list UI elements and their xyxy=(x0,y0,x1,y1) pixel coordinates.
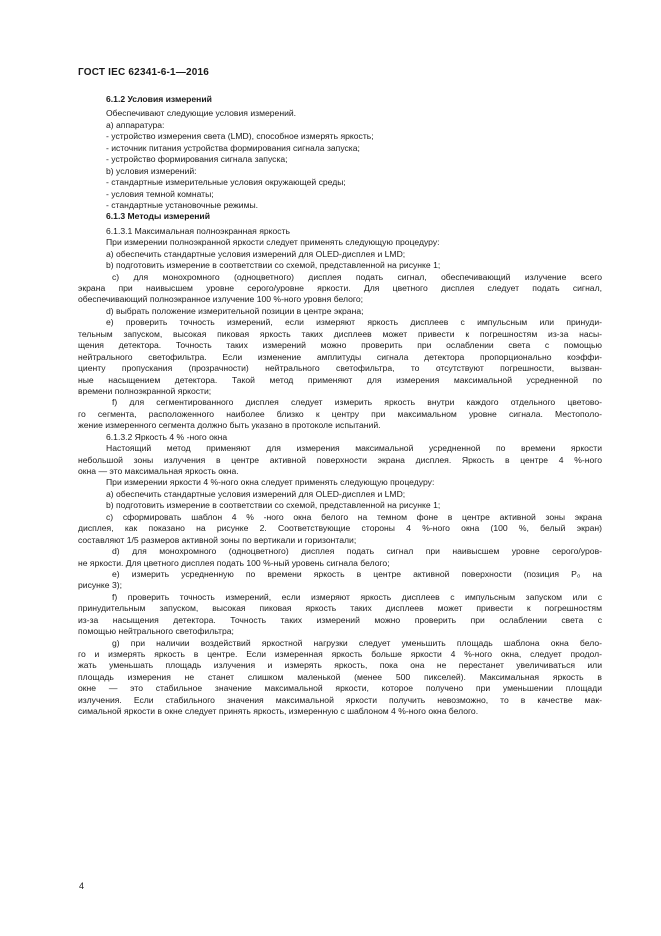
text-line: a) обеспечить стандартные условия измерений для OLED-дисплея и LMD; xyxy=(106,248,406,259)
text-line: го и измерять яркость в центре. Если измеренная яркость больше яркости 4 %-ного окна, следует продол- xyxy=(78,649,602,659)
page-number: 4 xyxy=(79,881,85,891)
text-line: ные насыщением детектора. Такой метод применяют для измерения максимальной усредненной по xyxy=(78,374,602,385)
text-line: d) выбрать положение измерительной позиции в центре экрана; xyxy=(106,305,364,316)
text-line: щения детектора. Точность таких измерений можно проверить при ослаблении света с помощью xyxy=(78,340,602,351)
text-line: рисунке 3); xyxy=(78,580,122,591)
text-line: составляют 1/5 размеров активной зоны по вертикали и горизонтали; xyxy=(78,534,357,545)
text-line: f) проверить точность измерений, если измеряют яркость дисплеев с импульсным запуском или с xyxy=(112,591,602,602)
text-line: - стандартные установочные режимы. xyxy=(106,199,259,210)
text-line: При измерении полноэкранной яркости следует применять следующую процедуру: xyxy=(106,237,440,248)
text-line: тельным запуском, высокая пиковая яркость таких дисплеев может привести к погрешностям из-за насы- xyxy=(78,328,602,339)
text-line: e) измерить усредненную по времени яркость в центре активной поверхности (позиция P₀ на xyxy=(112,568,602,579)
text-line: экрана при наивысшем уровне серого/уровне яркости. Для цветного дисплея следует подать сигнал, xyxy=(78,283,602,293)
text-line: g) при наличии воздействий яркостной нагрузки следует уменьшить площадь шаблона окна бело- xyxy=(112,637,602,648)
text-line: окна — это максимальная яркость окна. xyxy=(78,466,239,476)
text-line: f) для сегментированного дисплея следует измерить яркость внутри каждого отдельного цветово- xyxy=(112,397,602,408)
text-line: принудительным запуском, высокая пиковая яркость таких дисплеев может привести к погрешностям xyxy=(78,603,602,614)
text-line: a) обеспечить стандартные условия измерений для OLED-дисплея и LMD; xyxy=(106,488,406,499)
text-line: b) подготовить измерение в соответствии со схемой, представленной на рисунке 1; xyxy=(106,260,441,271)
text-line: e) проверить точность измерений, если измеряют яркость дисплеев с импульсным или принуди- xyxy=(106,317,602,328)
section-heading: 6.1.3 Методы измерений xyxy=(106,211,211,222)
text-line: из-за насыщения детектора. Точность таких измерений можно проверить при ослаблении света с xyxy=(78,614,602,625)
text-line: - источник питания устройства формирования сигнала запуска; xyxy=(106,142,360,153)
text-line: окне — это стабильное значение максимальной яркости, которое получено при уменьшении площади xyxy=(78,683,602,694)
text-line: b) подготовить измерение в соответствии со схемой, представленной на рисунке 1; xyxy=(106,500,441,511)
text-line: - условия темной комнаты; xyxy=(106,188,214,199)
text-line: дисплея, как показано на рисунке 2. Соответствующие стороны 4 %-ного окна (100 %, белый экран) xyxy=(78,523,602,534)
text-line: При измерении яркости 4 %-ного окна следует применять следующую процедуру: xyxy=(106,477,435,488)
text-line: Настоящий метод применяют для измерения максимальной усредненной по времени яркости xyxy=(106,443,602,454)
text-line: - стандартные измерительные условия окружающей среды; xyxy=(106,177,346,188)
text-line: - устройство формирования сигнала запуска; xyxy=(106,154,288,165)
text-line: c) для монохромного (одноцветного) дисплея подать сигнал, обеспечивающий излучение всего xyxy=(112,271,602,282)
text-line: симальной яркости в окне следует принять яркость, измеренную с шаблоном 4 %-ного окна белого. xyxy=(78,706,479,717)
text-line: обеспечивающий полноэкранное излучение 100 %-ного уровня белого; xyxy=(78,294,364,305)
text-line: жать уменьшать площадь излучения и измерять яркость, пока она не перестанет увеличиваться или xyxy=(78,660,602,671)
text-line: площадь измерения не станет слишком маленькой (менее 500 пикселей). Максимальная яркость в xyxy=(78,671,602,682)
text-line: 6.1.3.1 Максимальная полноэкранная яркость xyxy=(106,225,290,236)
text-line: 6.1.3.2 Яркость 4 % -ного окна xyxy=(106,431,228,442)
section-heading: 6.1.2 Условия измерений xyxy=(106,94,212,104)
text-line: b) условия измерений: xyxy=(106,165,197,176)
standard-header: ГОСТ IEC 62341-6-1—2016 xyxy=(78,67,210,78)
text-line: a) аппаратура: xyxy=(106,119,165,130)
text-line: жение измеренного сегмента должно быть указано в протоколе испытаний. xyxy=(78,420,381,431)
text-line: Обеспечивают следующие условия измерений. xyxy=(106,108,297,119)
document-body xyxy=(78,94,602,718)
text-line: не яркости. Для цветного дисплея подать 100 %-ный уровень сигнала белого; xyxy=(78,557,390,568)
text-line: c) сформировать шаблон 4 % -ного окна белого на темном фоне в центре активной зоны экрана xyxy=(106,511,602,522)
text-line: излучения. Если стабильного значения максимальной яркости получить невозможно, то в качестве мак- xyxy=(78,694,602,705)
text-line: d) для монохромного (одноцветного) дисплея подать сигнал при наивысшем уровне серого/уров- xyxy=(112,546,602,557)
text-line: помощью нейтрального светофильтра; xyxy=(78,626,234,637)
text-line: го сегмента, расположенного наиболее близко к центру при максимальном уровне сигнала. Местополо- xyxy=(78,408,602,419)
text-line: - устройство измерения света (LMD), способное измерять яркость; xyxy=(106,131,374,142)
text-line: времени полноэкранной яркости; xyxy=(78,385,212,396)
text-line: нейтрального светофильтра. Если изменение амплитуды сигнала детектора пропорционально коэффи- xyxy=(78,351,602,362)
text-line: циенту пропускания (прозрачности) нейтрального светофильтра, то отсутствуют погрешности, вызван- xyxy=(78,363,602,374)
text-line: небольшой зоны излучения в центре активной поверхности экрана дисплея. Яркость в центре 4 %-ного xyxy=(78,454,602,465)
